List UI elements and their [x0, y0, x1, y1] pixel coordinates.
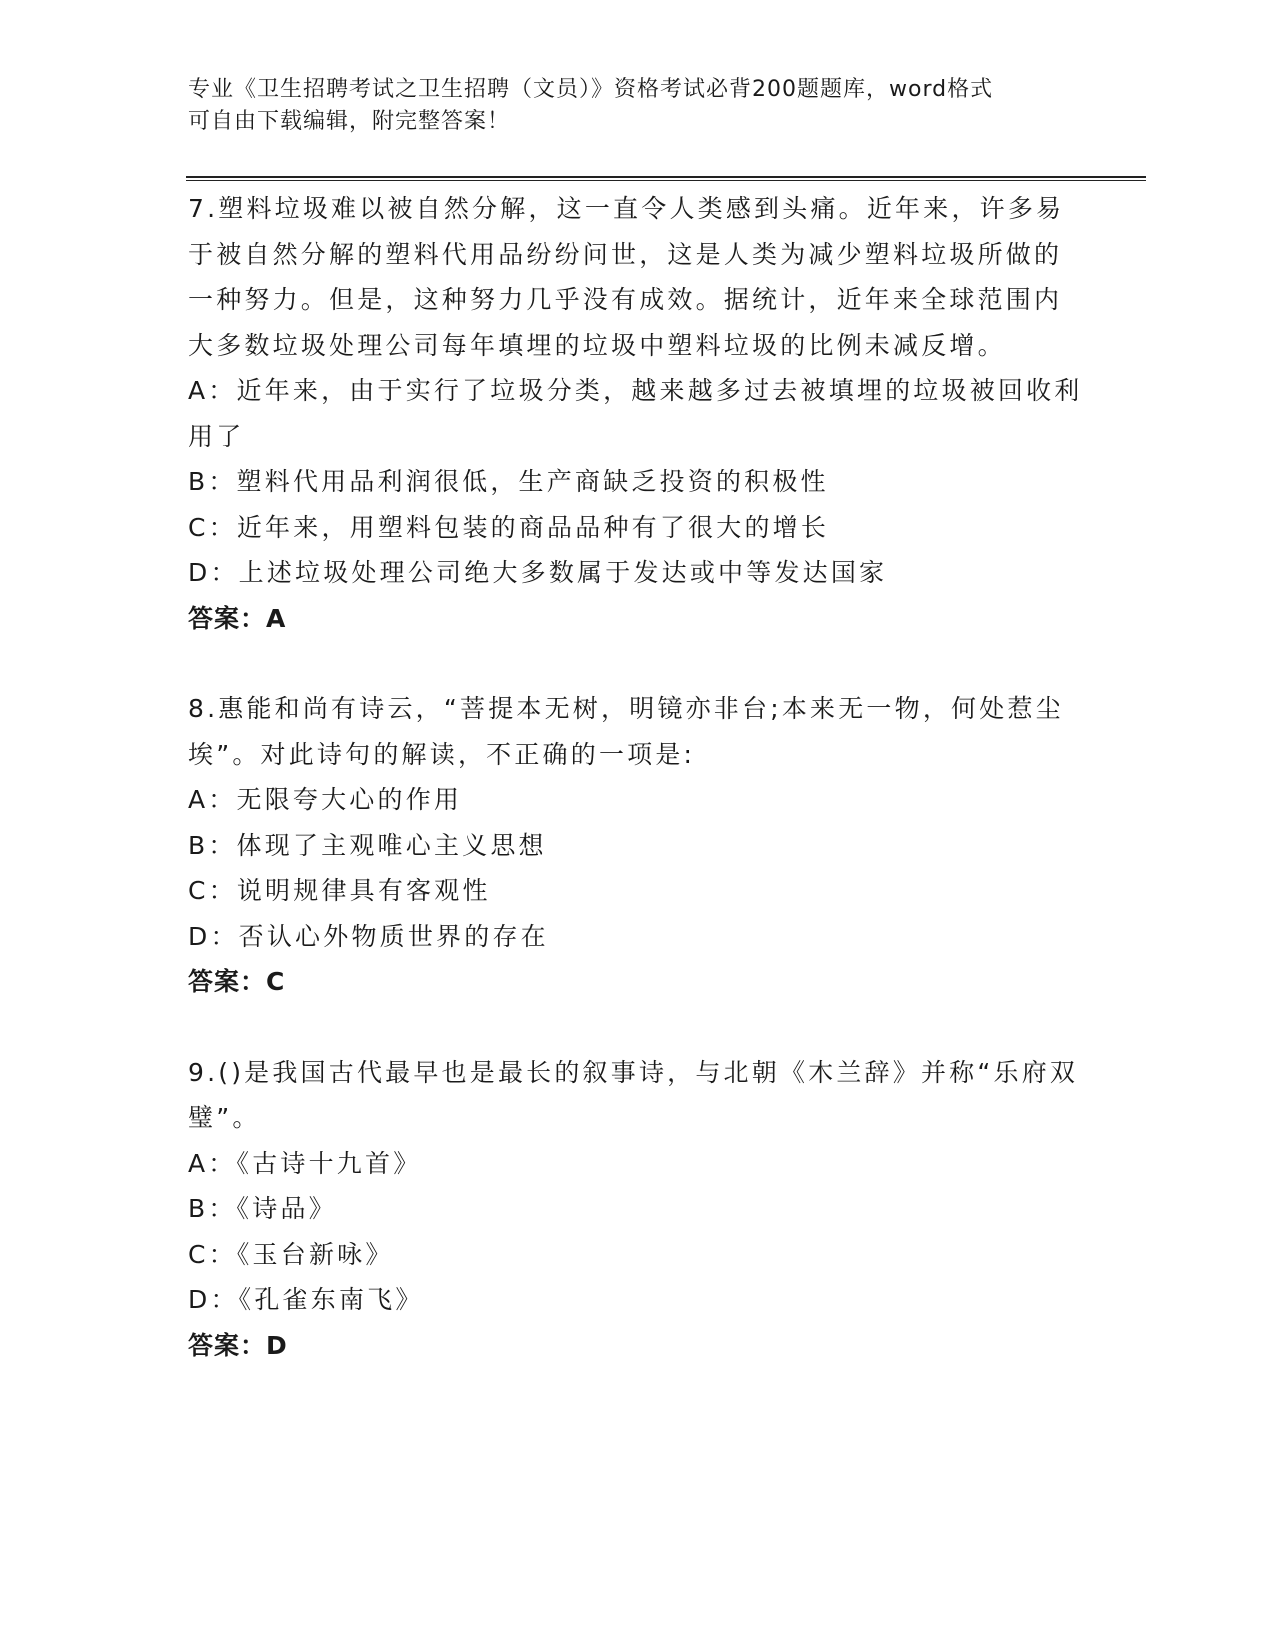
header-divider: [186, 176, 1146, 181]
option-d: D：《孔雀东南飞》: [188, 1285, 424, 1314]
option-c: C：《玉台新咏》: [188, 1239, 394, 1269]
option-a: A：无限夸大心的作用: [188, 785, 463, 814]
option-c: C：说明规律具有客观性: [188, 876, 491, 905]
option-a: A：近年来，由于实行了垃圾分类，越来越多过去被填埋的垃圾被回收利用了: [188, 376, 1083, 451]
answer-label: 答案：A: [188, 603, 287, 633]
question-stem: 8.惠能和尚有诗云，“菩提本无树，明镜亦非台;本来无一物，何处惹尘埃”。对此诗句的解读，不正确的一项是:: [188, 694, 1064, 769]
document-header: [188, 74, 1068, 138]
question-9: [188, 1050, 1088, 1369]
question-stem: 9.()是我国古代最早也是最长的叙事诗，与北朝《木兰辞》并称“乐府双璧”。: [188, 1057, 1079, 1132]
answer-label: 答案：D: [188, 1330, 288, 1360]
question-stem: 7.塑料垃圾难以被自然分解，这一直令人类感到头痛。近年来，许多易于被自然分解的塑料代用品纷纷问世，这是人类为减少塑料垃圾所做的一种努力。但是，这种努力几乎没有成效。据统计，近年来全球范围内大多数垃圾处理公司每年填埋的垃圾中塑料垃圾的比例未减反增。: [188, 194, 1065, 360]
question-7: [188, 186, 1088, 641]
option-d: D：上述垃圾处理公司绝大多数属于发达或中等发达国家: [188, 558, 888, 587]
option-b: B：《诗品》: [188, 1194, 337, 1223]
header-line-2: 可自由下载编辑，附完整答案！: [188, 109, 511, 134]
answer-label: 答案：C: [188, 967, 286, 996]
option-b: B：塑料代用品利润很低，生产商缺乏投资的积极性: [188, 467, 829, 496]
option-d: D：否认心外物质世界的存在: [188, 921, 549, 951]
option-a: A：《古诗十九首》: [188, 1148, 422, 1178]
question-8: [188, 686, 1088, 1005]
header-line-1: 专业《卫生招聘考试之卫生招聘（文员）》资格考试必背200题题库，word格式: [188, 77, 994, 102]
option-c: C：近年来，用塑料包装的商品品种有了很大的增长: [188, 512, 830, 542]
question-list: [188, 186, 1088, 1368]
option-b: B：体现了主观唯心主义思想: [188, 830, 547, 860]
